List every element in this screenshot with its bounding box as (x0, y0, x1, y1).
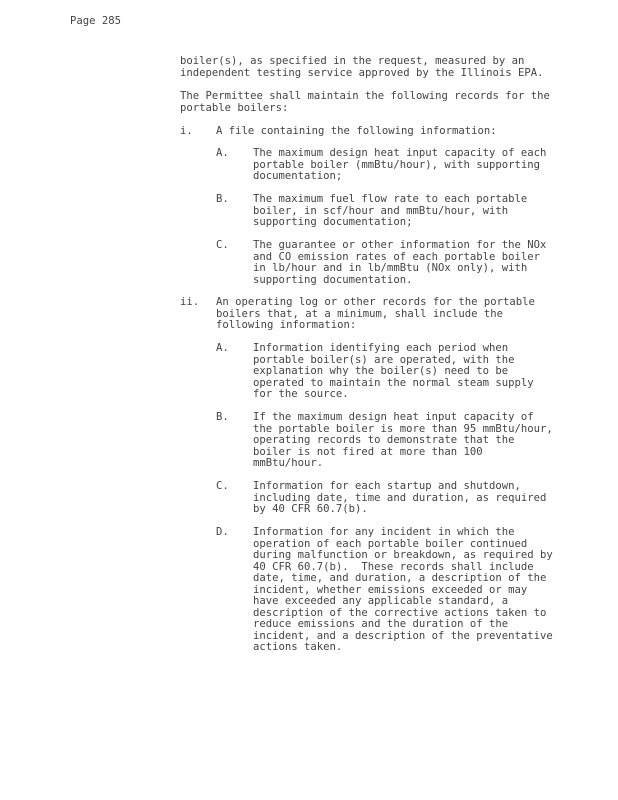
text-line: actions taken. (253, 641, 343, 653)
text-line: for the source. (253, 388, 349, 400)
text-line: portable boiler (mmBtu/hour), with supporting (253, 158, 541, 171)
item-label: B. (216, 411, 229, 423)
text-line: portable boilers: (180, 101, 289, 114)
text-line: incident, and a description of the preventative (253, 629, 553, 642)
text-line: supporting documentation; (253, 216, 413, 228)
intro-paragraph (180, 56, 544, 79)
text-line: documentation; (253, 170, 343, 182)
page-header (70, 16, 121, 28)
text-line: have exceeded any applicable standard, a (253, 595, 509, 607)
text-line: portable boiler(s) are operated, with the (253, 353, 515, 366)
item-label: C. (216, 239, 229, 251)
section-ii-title (216, 297, 535, 332)
text-line: Information for each startup and shutdown, (253, 480, 521, 492)
section-i-title: A file containing the following information: (216, 125, 497, 137)
item-label: D. (216, 526, 229, 538)
text-line: mmBtu/hour. (253, 457, 324, 469)
permittee-paragraph (180, 91, 550, 114)
text-line: during malfunction or breakdown, as required by (253, 549, 553, 561)
text-line: Information for any incident in which the (253, 526, 515, 538)
section-ii-item-a (216, 343, 534, 401)
text-line: boilers that, at a minimum, shall include the (216, 307, 504, 320)
item-label: A. (216, 147, 229, 159)
section-ii-item-d (216, 527, 553, 654)
text-line: the portable boiler is more than 95 mmBtu/hour, (253, 422, 553, 435)
section-i-number: i. (180, 125, 193, 137)
text-line: incident, whether emissions exceeded or may (253, 583, 528, 596)
text-line: including date, time and duration, as required (253, 491, 547, 504)
section-ii-item-c (216, 481, 546, 516)
text-line: The maximum fuel flow rate to each portable (253, 193, 528, 205)
text-line: operation of each portable boiler continued (253, 537, 528, 550)
text-line: by 40 CFR 60.7(b). (253, 503, 368, 515)
text-line: The guarantee or other information for the NOx (253, 239, 547, 251)
text-line: following information: (216, 319, 357, 331)
section-i-item-c (216, 240, 546, 286)
section-i-item-a (216, 148, 546, 183)
text-line: reduce emissions and the duration of the (253, 618, 509, 630)
text-line: boiler is not fired at more than 100 (253, 445, 483, 458)
item-label: B. (216, 193, 229, 205)
text-line: and CO emission rates of each portable boiler (253, 250, 541, 263)
text-line: The Permittee shall maintain the following records for the (180, 90, 550, 102)
item-label: A. (216, 342, 229, 354)
text-line: boiler, in scf/hour and mmBtu/hour, with (253, 204, 509, 217)
text-line: operated to maintain the normal steam supply (253, 376, 534, 389)
text-line: The maximum design heat input capacity of each (253, 147, 547, 159)
text-line: in lb/hour and in lb/mmBtu (NOx only), with (253, 262, 528, 274)
text-line: supporting documentation. (253, 273, 413, 286)
text-line: If the maximum design heat input capacity of (253, 411, 534, 423)
section-ii-item-b (216, 412, 553, 470)
text-line: 40 CFR 60.7(b). These records shall include (253, 560, 534, 573)
text-line: operating records to demonstrate that the (253, 434, 515, 446)
text-line: An operating log or other records for the portable (216, 296, 535, 308)
text-line: description of the corrective actions taken to (253, 606, 547, 619)
text-line: boiler(s), as specified in the request, measured by an (180, 55, 525, 67)
item-label: C. (216, 480, 229, 492)
text-line: independent testing service approved by the Illinois EPA. (180, 66, 544, 79)
text-line: date, time, and duration, a description of the (253, 572, 547, 584)
section-ii-number: ii. (180, 296, 200, 308)
text-line: Information identifying each period when (253, 342, 509, 354)
page-number: Page 285 (70, 15, 122, 27)
text-line: explanation why the boiler(s) need to be (253, 365, 509, 377)
section-i-item-b (216, 194, 527, 229)
